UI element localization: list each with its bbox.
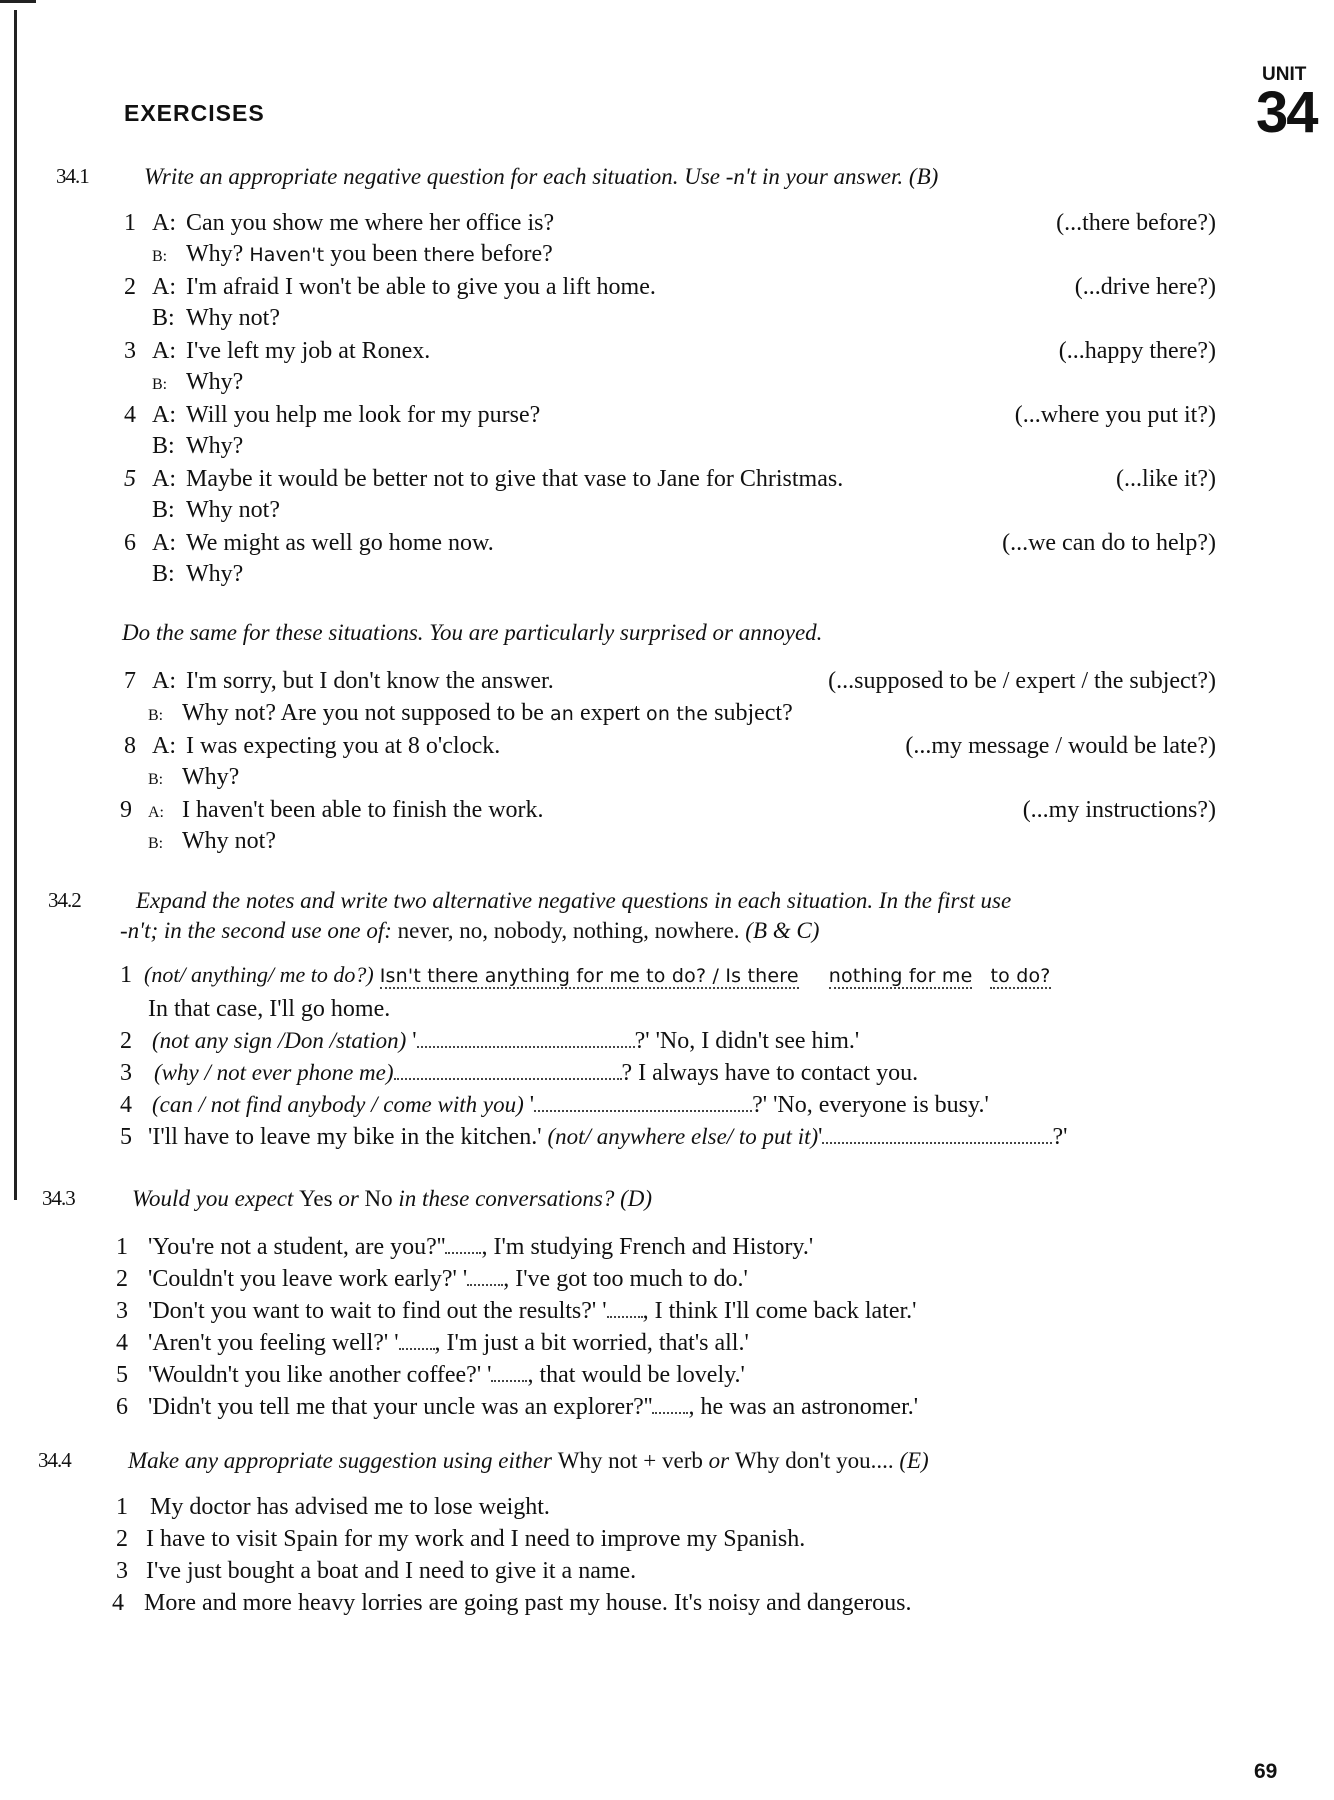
instruction-words: never, no, nobody, nothing, nowhere. bbox=[391, 918, 740, 943]
item-text: 'You're not a student, are you?'' bbox=[148, 1234, 446, 1260]
speaker-b: B: bbox=[148, 707, 164, 724]
hint: (...we can do to help?) bbox=[1002, 530, 1216, 556]
item-number: 4 bbox=[124, 402, 136, 428]
exercise-instruction: Write an appropriate negative question for each situation. Use -n't in your answer. (B) bbox=[144, 164, 939, 189]
item-text: 'Didn't you tell me that your uncle was an explorer?'' bbox=[148, 1394, 653, 1420]
dialogue-b-line bbox=[152, 369, 243, 396]
dialogue-a-line bbox=[120, 797, 544, 824]
exercise-item bbox=[120, 1124, 1067, 1151]
answer-blank[interactable] bbox=[445, 1236, 481, 1254]
instruction-ref: (E) bbox=[893, 1448, 929, 1473]
answer-blank[interactable] bbox=[534, 1094, 752, 1112]
dialogue-a-line bbox=[124, 274, 656, 301]
dialogue-a-line bbox=[124, 338, 430, 365]
dialogue-b-line bbox=[148, 700, 793, 727]
item-text: ?' 'No, I didn't see him.' bbox=[634, 1028, 860, 1054]
handwritten-answer: to do? bbox=[990, 965, 1051, 987]
item-text: , that would be lovely.' bbox=[527, 1362, 745, 1388]
line-text: Why not? bbox=[186, 305, 280, 331]
line-text: you been bbox=[324, 241, 424, 267]
item-number: 5 bbox=[124, 466, 136, 492]
answer-blank[interactable] bbox=[822, 1126, 1052, 1144]
line-text: Why? bbox=[182, 764, 240, 790]
dialogue-b-line bbox=[152, 561, 243, 588]
line-text: I've left my job at Ronex. bbox=[186, 338, 431, 364]
dialogue-a-line bbox=[124, 402, 540, 429]
line-text: Why? bbox=[186, 433, 244, 459]
answer-blank[interactable] bbox=[607, 1300, 643, 1318]
speaker-a: A: bbox=[152, 338, 176, 364]
item-number: 5 bbox=[116, 1362, 128, 1388]
item-note: (not/ anywhere else/ to put it) bbox=[547, 1124, 819, 1149]
item-note: (not any sign /Don /station) bbox=[152, 1028, 407, 1053]
speaker-b: B: bbox=[152, 433, 175, 459]
hint: (...my instructions?) bbox=[1022, 797, 1216, 823]
item-text: ? I always have to contact you. bbox=[621, 1060, 919, 1086]
exercise-item bbox=[120, 1092, 989, 1119]
instruction-phrase: Why don't you.... bbox=[734, 1448, 894, 1473]
item-text: , he was an astronomer.' bbox=[688, 1394, 919, 1420]
unit-label: UNIT bbox=[1262, 64, 1307, 85]
answer-blank[interactable] bbox=[652, 1396, 688, 1414]
item-note: (not/ anything/ me to do?) bbox=[144, 962, 374, 987]
dialogue-a-line bbox=[124, 466, 843, 493]
item-number: 3 bbox=[116, 1558, 128, 1584]
exercise-item bbox=[116, 1362, 745, 1389]
item-number: 4 bbox=[116, 1330, 128, 1356]
line-text: Why not? bbox=[182, 828, 276, 854]
exercise-item bbox=[116, 1298, 916, 1325]
item-text: I've just bought a boat and I need to give it a name. bbox=[146, 1558, 637, 1584]
speaker-b: B: bbox=[148, 835, 164, 852]
exercise-item bbox=[116, 1234, 813, 1261]
exercise-instruction bbox=[120, 918, 819, 944]
line-text: subject? bbox=[708, 700, 793, 726]
exercise-item bbox=[120, 962, 1051, 989]
item-number: 2 bbox=[124, 274, 136, 300]
item-text: I have to visit Spain for my work and I need to improve my Spanish. bbox=[146, 1526, 806, 1552]
handwritten-answer: Haven't bbox=[249, 244, 325, 266]
exercise-item bbox=[116, 1494, 550, 1521]
exercise-instruction bbox=[128, 1448, 929, 1474]
exercise-item bbox=[116, 1526, 805, 1553]
handwritten-answer: Isn't there anything for me to do? / Is there bbox=[379, 965, 799, 987]
quote-open: ' bbox=[523, 1092, 535, 1118]
instruction-phrase: Why not + verb bbox=[557, 1448, 703, 1473]
exercise-item bbox=[120, 1028, 859, 1055]
item-number: 1 bbox=[116, 1234, 128, 1260]
item-text: , I think I'll come back later.' bbox=[642, 1298, 917, 1324]
speaker-b: B: bbox=[152, 305, 175, 331]
item-text: 'Wouldn't you like another coffee?' ' bbox=[148, 1362, 492, 1388]
item-text: , I'm studying French and History.' bbox=[481, 1234, 814, 1260]
dialogue-a-line bbox=[124, 668, 554, 695]
margin-rule bbox=[0, 0, 36, 3]
item-number: 1 bbox=[124, 210, 136, 236]
answer-blank[interactable] bbox=[491, 1364, 527, 1382]
dialogue-b-line bbox=[148, 828, 276, 855]
hint: (...my message / would be late?) bbox=[905, 733, 1216, 759]
speaker-a: A: bbox=[152, 668, 176, 694]
line-text: Why not? bbox=[186, 497, 280, 523]
exercise-instruction: Do the same for these situations. You are particularly surprised or annoyed. bbox=[122, 620, 823, 645]
handwritten-answer: there bbox=[423, 244, 475, 266]
exercise-instruction bbox=[132, 1186, 652, 1212]
item-number: 8 bbox=[124, 733, 136, 759]
exercises-title: EXERCISES bbox=[124, 100, 265, 126]
item-text: My doctor has advised me to lose weight. bbox=[150, 1494, 550, 1520]
item-follow-text: In that case, I'll go home. bbox=[148, 996, 391, 1022]
dialogue-b-line bbox=[152, 497, 280, 524]
item-note: (why / not ever phone me) bbox=[154, 1060, 394, 1085]
exercise-number: 34.2 bbox=[48, 888, 81, 912]
dialogue-b-line bbox=[152, 433, 243, 460]
line-text: Maybe it would be better not to give that vase to Jane for Christmas. bbox=[186, 466, 844, 492]
item-number: 7 bbox=[124, 668, 136, 694]
item-text: , I've got too much to do.' bbox=[503, 1266, 748, 1292]
exercise-instruction: Expand the notes and write two alternative negative questions in each situation. In the first use bbox=[136, 888, 1012, 913]
speaker-a: A: bbox=[148, 804, 164, 821]
instruction-no: No bbox=[364, 1186, 393, 1211]
speaker-a: A: bbox=[152, 210, 176, 236]
instruction-text: or bbox=[702, 1448, 735, 1473]
handwritten-answer: nothing for me bbox=[828, 965, 973, 987]
line-text: I'm sorry, but I don't know the answer. bbox=[186, 668, 554, 694]
exercise-item bbox=[112, 1590, 911, 1617]
instruction-text: -n't; in the second use one of: bbox=[120, 918, 392, 943]
line-text: Why? bbox=[186, 241, 250, 267]
item-note: (can / not find anybody / come with you) bbox=[152, 1092, 524, 1117]
item-text: 'Aren't you feeling well?' ' bbox=[148, 1330, 399, 1356]
item-number: 4 bbox=[120, 1092, 132, 1118]
item-number: 4 bbox=[112, 1590, 124, 1616]
exercise-item bbox=[116, 1394, 918, 1421]
hint: (...like it?) bbox=[1116, 466, 1216, 492]
item-number: 2 bbox=[116, 1266, 128, 1292]
hint: (...happy there?) bbox=[1058, 338, 1216, 364]
dialogue-a-line bbox=[124, 210, 554, 237]
dialogue-b-line bbox=[152, 241, 553, 268]
line-text: Can you show me where her office is? bbox=[186, 210, 555, 236]
line-text: I haven't been able to finish the work. bbox=[182, 797, 544, 823]
exercise-number: 34.4 bbox=[38, 1448, 71, 1472]
line-text: before? bbox=[474, 241, 553, 267]
item-text: 'Couldn't you leave work early?' ' bbox=[148, 1266, 468, 1292]
line-text: Why not? Are you not supposed to be bbox=[182, 700, 550, 726]
hint: (...there before?) bbox=[1056, 210, 1216, 236]
line-text: We might as well go home now. bbox=[186, 530, 494, 556]
exercise-item bbox=[116, 1558, 636, 1585]
line-text: Will you help me look for my purse? bbox=[186, 402, 541, 428]
exercise-item bbox=[116, 1330, 749, 1357]
item-number: 2 bbox=[116, 1526, 128, 1552]
hint: (...supposed to be / expert / the subject?) bbox=[828, 668, 1216, 694]
exercise-number: 34.3 bbox=[42, 1186, 75, 1210]
item-number: 1 bbox=[120, 962, 132, 988]
speaker-b: B: bbox=[152, 248, 168, 265]
instruction-text: Would you expect bbox=[132, 1186, 300, 1211]
quote-open: ' bbox=[406, 1028, 417, 1054]
dialogue-b-line bbox=[152, 305, 280, 332]
speaker-b: B: bbox=[152, 561, 175, 587]
item-text: ?' bbox=[1052, 1124, 1068, 1150]
item-number: 3 bbox=[124, 338, 136, 364]
exercise-item bbox=[120, 1060, 918, 1087]
answer-blank[interactable] bbox=[417, 1030, 635, 1048]
item-number: 3 bbox=[120, 1060, 132, 1086]
item-number: 3 bbox=[116, 1298, 128, 1324]
item-number: 5 bbox=[120, 1124, 132, 1150]
line-text: expert bbox=[574, 700, 647, 726]
item-text: 'Don't you want to wait to find out the results?' ' bbox=[148, 1298, 607, 1324]
unit-number: 34 bbox=[1256, 80, 1317, 145]
instruction-text: Make any appropriate suggestion using either bbox=[128, 1448, 558, 1473]
item-text: More and more heavy lorries are going past my house. It's noisy and dangerous. bbox=[144, 1590, 912, 1616]
dialogue-a-line bbox=[124, 733, 500, 760]
speaker-a: A: bbox=[152, 402, 176, 428]
item-text: 'I'll have to leave my bike in the kitchen.' bbox=[148, 1124, 548, 1150]
hint: (...drive here?) bbox=[1074, 274, 1216, 300]
dialogue-a-line bbox=[124, 530, 494, 557]
speaker-a: A: bbox=[152, 733, 176, 759]
speaker-b: B: bbox=[152, 376, 168, 393]
item-text: , I'm just a bit worried, that's all.' bbox=[434, 1330, 749, 1356]
speaker-b: B: bbox=[148, 771, 164, 788]
speaker-b: B: bbox=[152, 497, 175, 523]
dialogue-b-line bbox=[148, 764, 239, 791]
handwritten-answer: on the bbox=[646, 703, 709, 725]
line-text: Why? bbox=[186, 369, 244, 395]
hint: (...where you put it?) bbox=[1014, 402, 1216, 428]
instruction-ref: (B & C) bbox=[739, 918, 820, 943]
speaker-a: A: bbox=[152, 466, 176, 492]
instruction-text: in these conversations? (D) bbox=[392, 1186, 653, 1211]
speaker-a: A: bbox=[152, 530, 176, 556]
item-text: ?' 'No, everyone is busy.' bbox=[752, 1092, 989, 1118]
line-text: I'm afraid I won't be able to give you a lift home. bbox=[186, 274, 656, 300]
line-text: Why? bbox=[186, 561, 244, 587]
line-text: I was expecting you at 8 o'clock. bbox=[186, 733, 501, 759]
answer-blank[interactable] bbox=[394, 1062, 622, 1080]
quote-open: ' bbox=[818, 1124, 823, 1150]
instruction-text: or bbox=[332, 1186, 365, 1211]
item-number: 6 bbox=[116, 1394, 128, 1420]
page-number: 69 bbox=[1254, 1760, 1278, 1783]
answer-blank[interactable] bbox=[467, 1268, 503, 1286]
item-number: 1 bbox=[116, 1494, 128, 1520]
instruction-yes: Yes bbox=[299, 1186, 333, 1211]
exercise-item bbox=[116, 1266, 748, 1293]
speaker-a: A: bbox=[152, 274, 176, 300]
item-number: 6 bbox=[124, 530, 136, 556]
exercise-number: 34.1 bbox=[56, 164, 89, 188]
handwritten-answer: an bbox=[549, 703, 575, 725]
margin-rule bbox=[14, 10, 17, 1200]
item-number: 2 bbox=[120, 1028, 132, 1054]
answer-blank[interactable] bbox=[399, 1332, 435, 1350]
item-number: 9 bbox=[120, 797, 132, 823]
